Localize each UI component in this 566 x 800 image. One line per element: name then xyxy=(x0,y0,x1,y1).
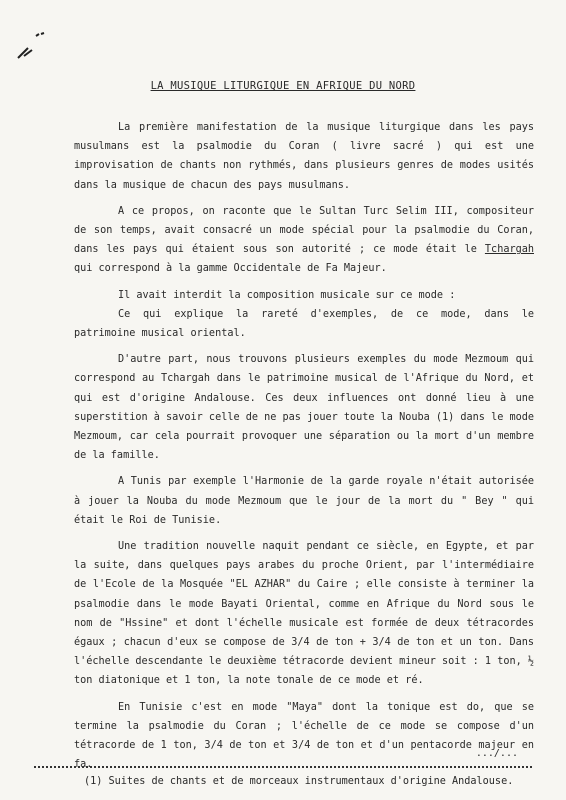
document-body xyxy=(74,118,534,782)
paragraph-4: Ce qui explique la rareté d'exemples, de ce mode, dans le patrimoine musical oriental. xyxy=(74,308,534,340)
paragraph-1: La première manifestation de la musique liturgique dans les pays musulmans est la psalmodie du Coran ( livre sacré ) qui est une improvisation de chants non rythmés, dans plusieurs genres de modes usités dans la musique de chacun des pays musulmans. xyxy=(74,122,534,191)
paragraph-8: En Tunisie c'est en mode "Maya" dont la tonique est do, que se termine la psalmodie du Coran ; l'échelle de ce mode se compose d'un tétracorde de 1 ton, 3/4 de ton et 3/4 de ton et d'un pentacorde majeur en fa. xyxy=(74,701,534,771)
paragraph-6: A Tunis par exemple l'Harmonie de la garde royale n'était autorisée à jouer la Nouba du mode Mezmoum que le jour de la mort du " Bey " qui était le Roi de Tunisie. xyxy=(74,476,534,526)
document-title: LA MUSIQUE LITURGIQUE EN AFRIQUE DU NORD xyxy=(150,80,416,92)
paragraph-2 xyxy=(74,202,534,279)
underlined-term: Tchargah xyxy=(484,244,534,256)
continuation-mark: .../... xyxy=(475,748,518,759)
paragraph-2-end: qui correspond à la gamme Occidentale de Fa Majeur. xyxy=(74,263,387,275)
footnote: (1) Suites de chants et de morceaux instrumentaux d'origine Andalouse. xyxy=(84,776,514,787)
pen-mark-icon xyxy=(10,26,50,66)
paragraph-7: Une tradition nouvelle naquit pendant ce siècle, en Egypte, et par la suite, dans quelques pays arabes du proche Orient, par l'intermédiaire de l'Ecole de la Mosquée "EL AZHAR" du Caire ; elle consiste à terminer la psalmodie dans le mode Bayati Oriental, comme en Afrique du Nord sous le nom de "Hssine" et dont l'échelle musicale est formée de deux tétracordes égaux ; chacun d'eux se compose de 3/4 de ton + 3/4 de ton et un ton. Dans l'échelle descendante le deuxième tétracorde devient mineur soit : 1 ton, ½ ton diatonique et 1 ton, la note tonale de ce mode et ré. xyxy=(74,541,535,687)
footnote-divider xyxy=(34,766,532,768)
paragraph-2-text: A ce propos, on raconte que le Sultan Turc Selim III, compositeur de son temps, avait consacré un mode spécial pour la psalmodie du Coran, dans les pays qui étaient sous son autorité ; ce mode était le xyxy=(74,205,534,256)
paragraph-3: Il avait interdit la composition musicale sur ce mode : xyxy=(118,289,456,301)
paragraph-5: D'autre part, nous trouvons plusieurs exemples du mode Mezmoum qui correspond au Tchargah dans le patrimoine musical de l'Afrique du Nord, et qui est d'origine Andalouse. Ces deux influences ont donné lieu à une superstition à savoir celle de ne pas jouer toute la Nouba (1) dans le mode Mezmoum, car cela pourrait provoquer une séparation ou la mort d'un membre de la famille. xyxy=(74,354,535,462)
